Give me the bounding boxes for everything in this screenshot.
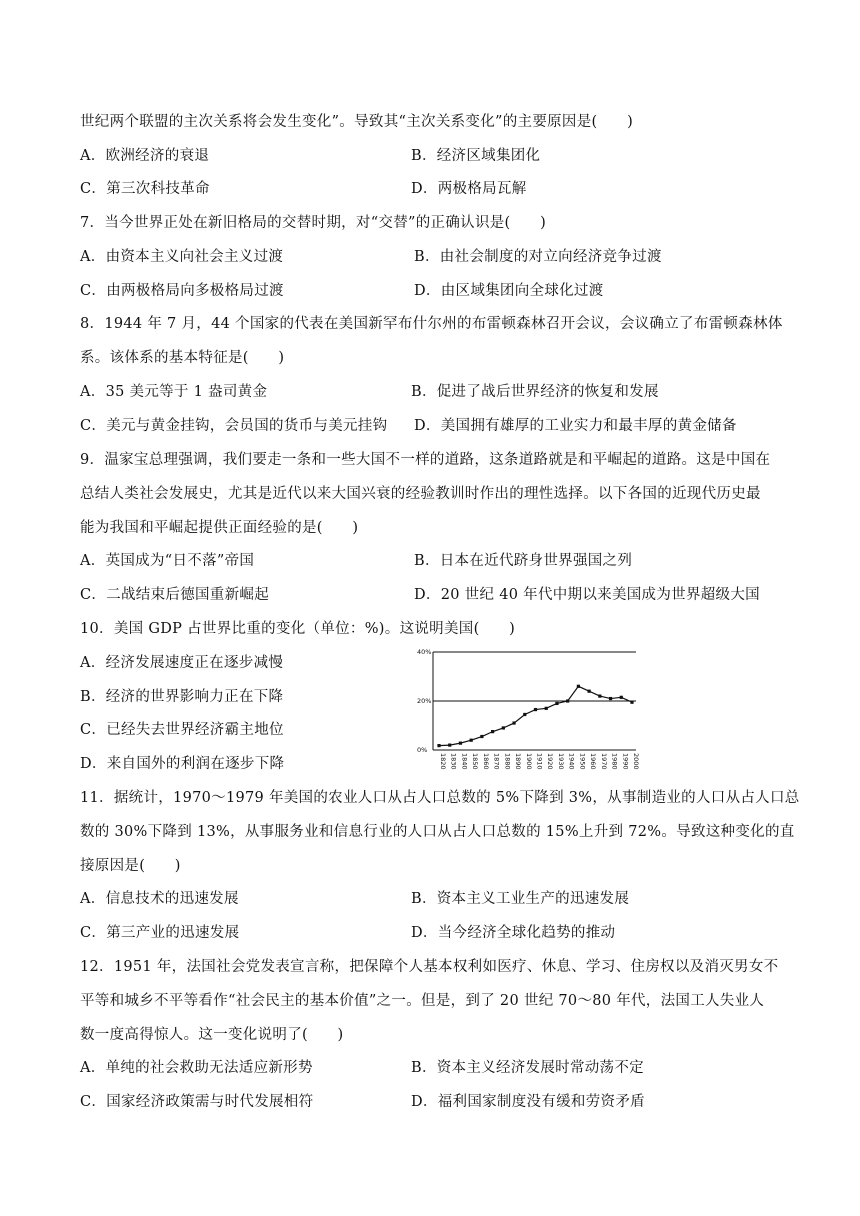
- q12-option-b[interactable]: B．资本主义经济发展时常动荡不定: [411, 1060, 644, 1076]
- q10-option-c[interactable]: C．已经失去世界经济霸主地位: [80, 722, 284, 738]
- data-point: [448, 744, 451, 747]
- q10-option-d[interactable]: D．来自国外的利润在逐步下降: [80, 756, 285, 772]
- data-point: [523, 713, 526, 716]
- data-point: [512, 721, 515, 724]
- q6-option-d[interactable]: D．两极格局瓦解: [411, 181, 527, 197]
- q8-option-c[interactable]: C．美元与黄金挂钩，会员国的货币与美元挂钩: [80, 418, 388, 434]
- series-line: [439, 686, 632, 745]
- x-tick-label: 1890: [514, 753, 523, 770]
- x-tick-label: 1820: [439, 753, 447, 770]
- us-gdp-share-chart: [416, 646, 642, 774]
- question-9-stem-line-2: 总结人类社会发展史，尤其是近代以来大国兴衰的经验教训时作出的理性选择。以下各国的近现代历史最: [80, 486, 761, 502]
- q8-option-a[interactable]: A．35 美元等于 1 盎司黄金: [80, 384, 268, 400]
- q9-option-c[interactable]: C．二战结束后德国重新崛起: [80, 587, 269, 603]
- q10-option-b[interactable]: B．经济的世界影响力正在下降: [80, 689, 284, 705]
- question-12-stem-line-1: 12．1951 年，法国社会党发表宣言称，把保障个人基本权利如医疗、休息、学习、住房权以及消灭男女不: [80, 959, 779, 975]
- x-tick-label: 1870: [492, 753, 501, 770]
- q9-option-b[interactable]: B．日本在近代跻身世界强国之列: [414, 553, 633, 569]
- question-9-stem-line-3: 能为我国和平崛起提供正面经验的是( ): [80, 520, 359, 536]
- x-tick-label: 1960: [589, 753, 598, 770]
- data-point: [459, 742, 462, 745]
- question-11-stem-line-3: 接原因是( ): [80, 858, 181, 874]
- data-point: [630, 701, 633, 704]
- y-tick-label: 0%: [417, 746, 428, 754]
- x-tick-label: 1950: [578, 753, 587, 770]
- q8-option-b[interactable]: B．促进了战后世界经济的恢复和发展: [411, 384, 659, 400]
- question-6-stem: 世纪两个联盟的主次关系将会发生变化”。导致其“主次关系变化”的主要原因是( ): [80, 114, 634, 130]
- y-tick-label: 20%: [417, 697, 432, 705]
- q7-option-b[interactable]: B．由社会制度的对立向经济竞争过渡: [414, 249, 662, 265]
- data-point: [470, 739, 473, 742]
- question-7-stem: 7．当今世界正处在新旧格局的交替时期，对“交替”的正确认识是( ): [80, 215, 547, 231]
- data-point: [588, 690, 591, 693]
- x-tick-label: 1970: [599, 753, 608, 770]
- question-10-stem: 10．美国 GDP 占世界比重的变化（单位：%)。这说明美国( ): [80, 621, 516, 637]
- data-point: [437, 744, 440, 747]
- y-tick-label: 40%: [417, 648, 432, 656]
- question-8-stem-line-2: 系。该体系的基本特征是( ): [80, 350, 285, 366]
- data-point: [555, 702, 558, 705]
- question-11-stem-line-2: 数的 30%下降到 13%，从事服务业和信息行业的人口从占人口总数的 15%上升到 72%。导致这种变化的直: [80, 824, 795, 840]
- data-point: [609, 697, 612, 700]
- x-tick-label: 1920: [546, 753, 555, 770]
- question-11-stem-line-1: 11．据统计，1970～1979 年美国的农业人口从占人口总数的 5%下降到 3%，从事制造业的人口从占人口总: [80, 790, 800, 806]
- x-tick-label: 1990: [621, 753, 630, 770]
- x-tick-label: 1940: [567, 753, 576, 770]
- data-point: [491, 730, 494, 733]
- q11-option-c[interactable]: C．第三产业的迅速发展: [80, 925, 240, 941]
- q9-option-d[interactable]: D．20 世纪 40 年代中期以来美国成为世界超级大国: [414, 587, 760, 603]
- question-12-stem-line-3: 数一度高得惊人。这一变化说明了( ): [80, 1027, 344, 1043]
- q11-option-b[interactable]: B．资本主义工业生产的迅速发展: [411, 891, 630, 907]
- question-8-stem-line-1: 8．1944 年 7 月，44 个国家的代表在美国新罕布什尔州的布雷顿森林召开会议，会议确立了布雷顿森林体: [80, 316, 783, 332]
- data-point: [534, 708, 537, 711]
- data-point: [598, 695, 601, 698]
- q11-option-d[interactable]: D．当今经济全球化趋势的推动: [411, 925, 616, 941]
- x-tick-label: 1880: [503, 753, 512, 770]
- data-point: [620, 696, 623, 699]
- q9-option-a[interactable]: A．英国成为“日不落”帝国: [80, 553, 255, 569]
- data-point: [577, 685, 580, 688]
- x-tick-label: 1860: [481, 753, 490, 770]
- q12-option-a[interactable]: A．单纯的社会救助无法适应新形势: [80, 1060, 313, 1076]
- x-tick-label: 1980: [610, 753, 619, 770]
- data-point: [502, 726, 505, 729]
- q10-option-a[interactable]: A．经济发展速度正在逐步减慢: [80, 655, 284, 671]
- q6-option-b[interactable]: B．经济区域集团化: [411, 148, 541, 164]
- x-tick-label: 1850: [471, 753, 480, 770]
- q6-option-c[interactable]: C．第三次科技革命: [80, 181, 210, 197]
- q7-option-c[interactable]: C．由两极格局向多极格局过渡: [80, 283, 284, 299]
- x-tick-label: 1910: [535, 753, 544, 770]
- q8-option-d[interactable]: D．美国拥有雄厚的工业实力和最丰厚的黄金储备: [414, 418, 737, 434]
- data-point: [480, 735, 483, 738]
- q12-option-d[interactable]: D．福利国家制度没有缓和劳资矛盾: [411, 1094, 645, 1110]
- x-tick-label: 2000: [632, 753, 640, 770]
- q12-option-c[interactable]: C．国家经济政策需与时代发展相符: [80, 1094, 314, 1110]
- x-tick-label: 1900: [524, 753, 533, 770]
- x-tick-label: 1930: [556, 753, 565, 770]
- question-12-stem-line-2: 平等和城乡不平等看作“社会民主的基本价值”之一。但是，到了 20 世纪 70～80 年代，法国工人失业人: [80, 993, 765, 1009]
- q6-option-a[interactable]: A．欧洲经济的衰退: [80, 148, 210, 164]
- data-point: [566, 699, 569, 702]
- data-point: [545, 707, 548, 710]
- q7-option-a[interactable]: A．由资本主义向社会主义过渡: [80, 249, 284, 265]
- q7-option-d[interactable]: D．由区域集团向全球化过渡: [414, 283, 604, 299]
- q11-option-a[interactable]: A．信息技术的迅速发展: [80, 891, 239, 907]
- x-tick-label: 1830: [449, 753, 458, 770]
- question-9-stem-line-1: 9．温家宝总理强调，我们要走一条和一些大国不一样的道路，这条道路就是和平崛起的道路。这是中国在: [80, 452, 771, 468]
- x-tick-label: 1840: [460, 753, 469, 770]
